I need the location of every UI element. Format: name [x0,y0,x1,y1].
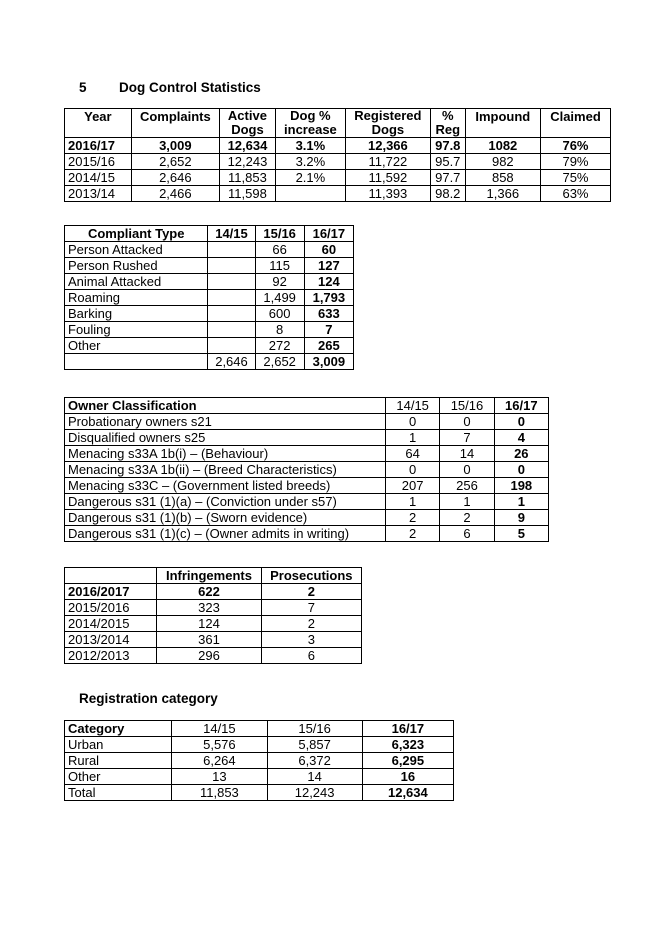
registration-table [64,720,454,801]
table-cell: 12,366 [345,138,430,154]
table-cell: 2,652 [255,354,304,370]
table-cell: 265 [304,338,353,354]
table-row [65,154,611,170]
col-header: 14/15 [208,226,255,242]
table-cell: 2 [261,616,361,632]
col-header: Complaints [131,109,219,138]
table-cell: 6,372 [267,753,362,769]
table-cell: Dangerous s31 (1)(a) – (Conviction under s57) [65,494,386,510]
table-cell: 3.1% [275,138,345,154]
table-cell: 2,652 [131,154,219,170]
table-row [65,785,454,801]
infringements-table [64,567,362,664]
table-cell [208,258,255,274]
table-cell: 207 [385,478,439,494]
registration-heading: Registration category [79,691,218,706]
table-cell: 6,323 [362,737,453,753]
table-cell: 79% [540,154,610,170]
table-header-row [65,398,549,414]
table-header-row [65,568,362,584]
complaint-types-table [64,225,354,370]
table-cell: Menacing s33A 1b(ii) – (Breed Characteristics) [65,462,386,478]
table-cell: 12,634 [362,785,453,801]
table-cell: 14 [440,446,494,462]
table-cell: 6,295 [362,753,453,769]
table-cell: 2016/17 [65,138,132,154]
table-cell [208,290,255,306]
table-row [65,510,549,526]
col-header: Owner Classification [65,398,386,414]
table-row [65,769,454,785]
table-cell: 0 [385,462,439,478]
table-cell: 1082 [465,138,540,154]
col-header: Infringements [157,568,261,584]
table-row [65,462,549,478]
table-cell: 12,243 [219,154,275,170]
table-cell: Disqualified owners s25 [65,430,386,446]
table-cell: 2013/2014 [65,632,157,648]
col-header: Impound [465,109,540,138]
table-cell: 600 [255,306,304,322]
table-cell: 11,722 [345,154,430,170]
table-cell: 361 [157,632,261,648]
table-cell: 97.8 [430,138,465,154]
table-header-row [65,226,354,242]
col-header: Registered Dogs [345,109,430,138]
table-cell: 982 [465,154,540,170]
table-cell: 12,634 [219,138,275,154]
table-cell: 0 [440,462,494,478]
table-cell: Other [65,338,208,354]
table-cell: 7 [261,600,361,616]
col-header: 15/16 [267,721,362,737]
table-cell: Rural [65,753,172,769]
table-cell: 64 [385,446,439,462]
col-header: Dog % increase [275,109,345,138]
table-cell: 11,598 [219,186,275,202]
table-cell: 98.2 [430,186,465,202]
table-cell: 2015/16 [65,154,132,170]
col-header: 16/17 [304,226,353,242]
table-cell: 75% [540,170,610,186]
table-cell: 2 [440,510,494,526]
table-cell: 7 [304,322,353,338]
table-cell: 2,466 [131,186,219,202]
table-cell: 97.7 [430,170,465,186]
col-header: 16/17 [494,398,548,414]
col-header: 15/16 [255,226,304,242]
table-cell: Other [65,769,172,785]
table-cell: 2 [385,510,439,526]
table-cell: 11,853 [219,170,275,186]
table-cell: 11,853 [172,785,267,801]
col-header: Year [65,109,132,138]
table-cell: 13 [172,769,267,785]
col-header: Active Dogs [219,109,275,138]
table-cell: Dangerous s31 (1)(b) – (Sworn evidence) [65,510,386,526]
table-row [65,186,611,202]
table-cell: 2 [385,526,439,542]
table-cell: Total [65,785,172,801]
table-cell: 4 [494,430,548,446]
table-cell [208,242,255,258]
table-cell: 95.7 [430,154,465,170]
table-cell: Roaming [65,290,208,306]
col-header: 14/15 [385,398,439,414]
table-cell: 60 [304,242,353,258]
table-row [65,737,454,753]
table-row [65,306,354,322]
table-row [65,648,362,664]
table-cell: 63% [540,186,610,202]
col-header: Category [65,721,172,737]
table-cell: Menacing s33A 1b(i) – (Behaviour) [65,446,386,462]
table-row [65,414,549,430]
table-cell: 127 [304,258,353,274]
table-cell: Menacing s33C – (Government listed breeds) [65,478,386,494]
table-cell: 11,393 [345,186,430,202]
table-cell: 2013/14 [65,186,132,202]
table-cell [208,322,255,338]
table-cell: 2014/2015 [65,616,157,632]
table-cell: 124 [304,274,353,290]
table-row [65,274,354,290]
table-row [65,338,354,354]
table-cell: 2015/2016 [65,600,157,616]
table-row [65,138,611,154]
col-header: 14/15 [172,721,267,737]
table-cell: 6,264 [172,753,267,769]
col-header: % Reg [430,109,465,138]
col-header: Compliant Type [65,226,208,242]
section-number: 5 [79,80,87,95]
table-cell: Urban [65,737,172,753]
table-header-row [65,109,611,138]
col-header: 15/16 [440,398,494,414]
owner-classification-table [64,397,549,542]
table-cell: 124 [157,616,261,632]
table-cell: 9 [494,510,548,526]
table-cell: 3.2% [275,154,345,170]
table-cell: 2.1% [275,170,345,186]
table-cell [208,338,255,354]
table-row [65,478,549,494]
table-row [65,290,354,306]
table-row [65,494,549,510]
table-row [65,584,362,600]
table-row [65,616,362,632]
table-row [65,258,354,274]
table-cell: Animal Attacked [65,274,208,290]
table-cell: Fouling [65,322,208,338]
table-cell: 2,646 [208,354,255,370]
table-cell: Dangerous s31 (1)(c) – (Owner admits in writing) [65,526,386,542]
table-cell: 8 [255,322,304,338]
table-cell: 16 [362,769,453,785]
table-cell: 3 [261,632,361,648]
col-header: Prosecutions [261,568,361,584]
table-cell: 858 [465,170,540,186]
table-cell [208,274,255,290]
table-cell: 115 [255,258,304,274]
table-cell: 1,793 [304,290,353,306]
table-cell: 2012/2013 [65,648,157,664]
table-header-row [65,721,454,737]
table-cell: 1,366 [465,186,540,202]
table-row [65,446,549,462]
table-cell: 5 [494,526,548,542]
table-cell: Barking [65,306,208,322]
table-cell: 272 [255,338,304,354]
dog-stats-table [64,108,611,202]
table-cell: 3,009 [304,354,353,370]
table-cell: 0 [494,414,548,430]
table-cell: Person Attacked [65,242,208,258]
table-cell: 1,499 [255,290,304,306]
table-cell [208,306,255,322]
table-cell: Probationary owners s21 [65,414,386,430]
table-row [65,632,362,648]
table-cell [65,354,208,370]
col-header [65,568,157,584]
table-cell: 198 [494,478,548,494]
table-row [65,753,454,769]
table-cell: 2016/2017 [65,584,157,600]
table-cell: 323 [157,600,261,616]
table-cell: 1 [440,494,494,510]
table-cell: 0 [440,414,494,430]
table-cell: 6 [440,526,494,542]
table-cell: 256 [440,478,494,494]
table-row [65,170,611,186]
table-cell: 11,592 [345,170,430,186]
table-row [65,526,549,542]
table-row [65,322,354,338]
table-cell: 7 [440,430,494,446]
table-cell: 6 [261,648,361,664]
table-cell: 92 [255,274,304,290]
table-cell: 5,576 [172,737,267,753]
table-cell: 2014/15 [65,170,132,186]
table-cell: 633 [304,306,353,322]
table-total-row [65,354,354,370]
col-header: Claimed [540,109,610,138]
table-cell: 14 [267,769,362,785]
table-cell: 1 [385,430,439,446]
table-cell: 622 [157,584,261,600]
table-cell [275,186,345,202]
col-header: 16/17 [362,721,453,737]
table-cell: 296 [157,648,261,664]
table-cell: 2,646 [131,170,219,186]
table-cell: 0 [385,414,439,430]
table-cell: 76% [540,138,610,154]
table-cell: 1 [385,494,439,510]
table-cell: 12,243 [267,785,362,801]
section-title: Dog Control Statistics [119,80,261,95]
table-cell: 2 [261,584,361,600]
table-row [65,242,354,258]
table-cell: 0 [494,462,548,478]
table-cell: 5,857 [267,737,362,753]
table-cell: 3,009 [131,138,219,154]
table-cell: 1 [494,494,548,510]
table-row [65,600,362,616]
table-row [65,430,549,446]
table-cell: 66 [255,242,304,258]
table-cell: 26 [494,446,548,462]
table-cell: Person Rushed [65,258,208,274]
